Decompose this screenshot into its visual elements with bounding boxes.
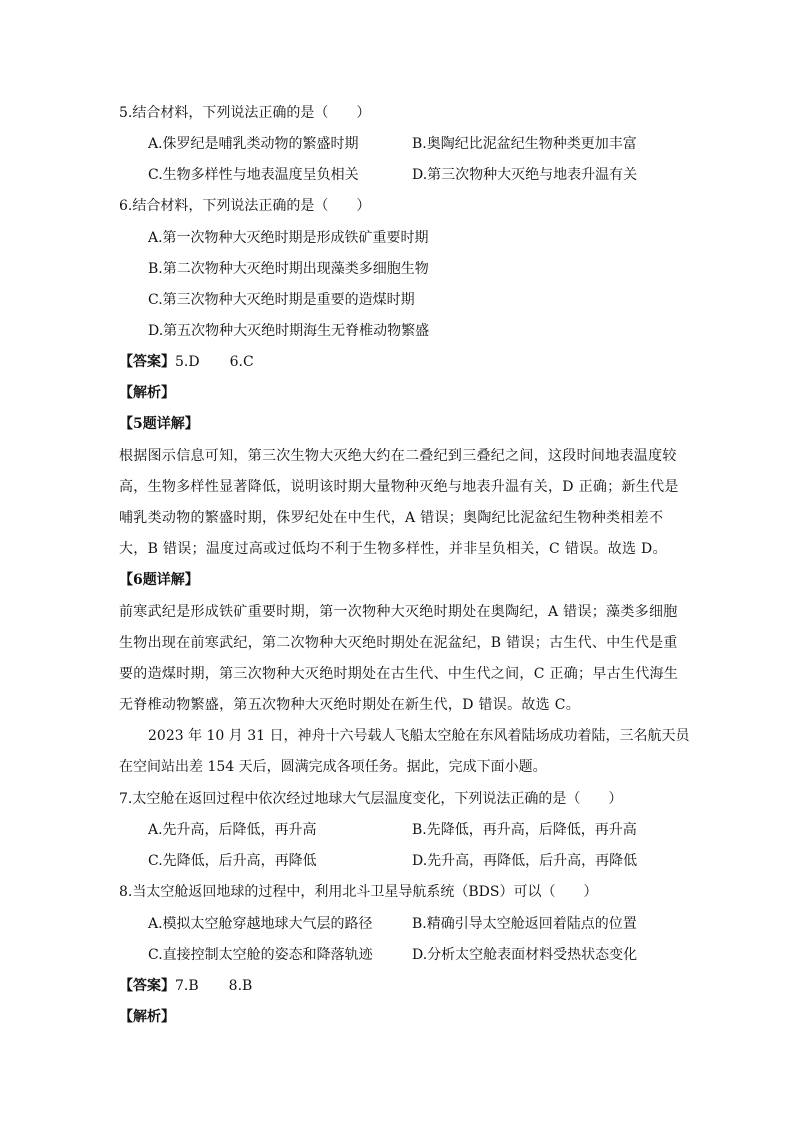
material-line: 在空间站出差 154 天后，圆满完成各项任务。据此，完成下面小题。 bbox=[119, 759, 547, 775]
question-6-stem: 6.结合材料，下列说法正确的是（ ） bbox=[119, 198, 371, 214]
question-8-option-c: C.直接控制太空舱的姿态和降落轨迹 bbox=[148, 947, 373, 963]
question-7-option-b: B.先降低，再升高，后降低，再升高 bbox=[412, 822, 637, 838]
answer-line-1 bbox=[119, 352, 254, 372]
detail-6-line: 无脊椎动物繁盛，第五次物种大灭绝时期处在新生代，D 错误。故选 C。 bbox=[119, 697, 581, 713]
question-7-stem: 7.太空舱在返回过程中依次经过地球大气层温度变化，下列说法正确的是（ ） bbox=[119, 791, 623, 807]
material-line: 2023 年 10 月 31 日，神舟十六号载人飞船太空舱在东风着陆场成功着陆，三名航天员 bbox=[148, 728, 690, 744]
detail-5-title: 【5题详解】 bbox=[119, 416, 199, 432]
answer-7: 7.B bbox=[175, 978, 199, 994]
analysis-label-2: 【解析】 bbox=[119, 1009, 175, 1025]
question-5-option-d: D.第三次物种大灭绝与地表升温有关 bbox=[412, 167, 638, 183]
question-6-option-c: C.第三次物种大灭绝时期是重要的造煤时期 bbox=[148, 292, 415, 308]
question-5-option-b: B.奥陶纪比泥盆纪生物种类更加丰富 bbox=[412, 136, 637, 152]
detail-6-line: 要的造煤时期，第三次物种大灭绝时期处在古生代、中生代之间，C 正确；早古生代海生 bbox=[119, 666, 679, 682]
detail-6-line: 前寒武纪是形成铁矿重要时期，第一次物种大灭绝时期处在奥陶纪，A 错误；藻类多细胞 bbox=[119, 604, 678, 620]
question-7-option-c: C.先降低，后升高，再降低 bbox=[148, 853, 317, 869]
question-5-stem: 5.结合材料，下列说法正确的是（ ） bbox=[119, 105, 371, 121]
answer-label: 【答案】 bbox=[119, 354, 175, 370]
question-8-option-b: B.精确引导太空舱返回着陆点的位置 bbox=[412, 916, 637, 932]
question-5-option-c: C.生物多样性与地表温度呈负相关 bbox=[148, 167, 359, 183]
answer-5: 5.D bbox=[175, 354, 200, 370]
question-7-option-a: A.先升高，后降低，再升高 bbox=[148, 822, 317, 838]
answer-line-2 bbox=[119, 976, 252, 996]
question-7-option-d: D.先升高，再降低，后升高，再降低 bbox=[412, 853, 638, 869]
answer-label: 【答案】 bbox=[119, 978, 175, 994]
detail-5-line: 高，生物多样性显著降低，说明该时期大量物种灭绝与地表升温有关，D 正确；新生代是 bbox=[119, 479, 679, 495]
answer-6: 6.C bbox=[229, 354, 254, 370]
question-6-option-a: A.第一次物种大灭绝时期是形成铁矿重要时期 bbox=[148, 230, 429, 246]
question-8-stem: 8.当太空舱返回地球的过程中，利用北斗卫星导航系统（BDS）可以（ ） bbox=[119, 884, 598, 900]
question-8-option-d: D.分析太空舱表面材料受热状态变化 bbox=[412, 947, 638, 963]
detail-5-line: 根据图示信息可知，第三次生物大灭绝大约在二叠纪到三叠纪之间，这段时间地表温度较 bbox=[119, 448, 677, 464]
detail-5-line: 哺乳类动物的繁盛时期，侏罗纪处在中生代，A 错误；奥陶纪比泥盆纪生物种类相差不 bbox=[119, 510, 664, 526]
detail-6-line: 生物出现在前寒武纪，第二次物种大灭绝时期处在泥盆纪，B 错误；古生代、中生代是重 bbox=[119, 635, 678, 651]
detail-6-title: 【6题详解】 bbox=[119, 572, 199, 588]
question-6-option-b: B.第二次物种大灭绝时期出现藻类多细胞生物 bbox=[148, 261, 429, 277]
question-5-option-a: A.侏罗纪是哺乳类动物的繁盛时期 bbox=[148, 136, 359, 152]
answer-8: 8.B bbox=[228, 978, 253, 994]
question-8-option-a: A.模拟太空舱穿越地球大气层的路径 bbox=[148, 916, 373, 932]
analysis-label-1: 【解析】 bbox=[119, 385, 175, 401]
detail-5-line: 大，B 错误；温度过高或过低均不利于生物多样性，并非呈负相关，C 错误。故选 D。 bbox=[119, 541, 667, 557]
question-6-option-d: D.第五次物种大灭绝时期海生无脊椎动物繁盛 bbox=[148, 323, 430, 339]
